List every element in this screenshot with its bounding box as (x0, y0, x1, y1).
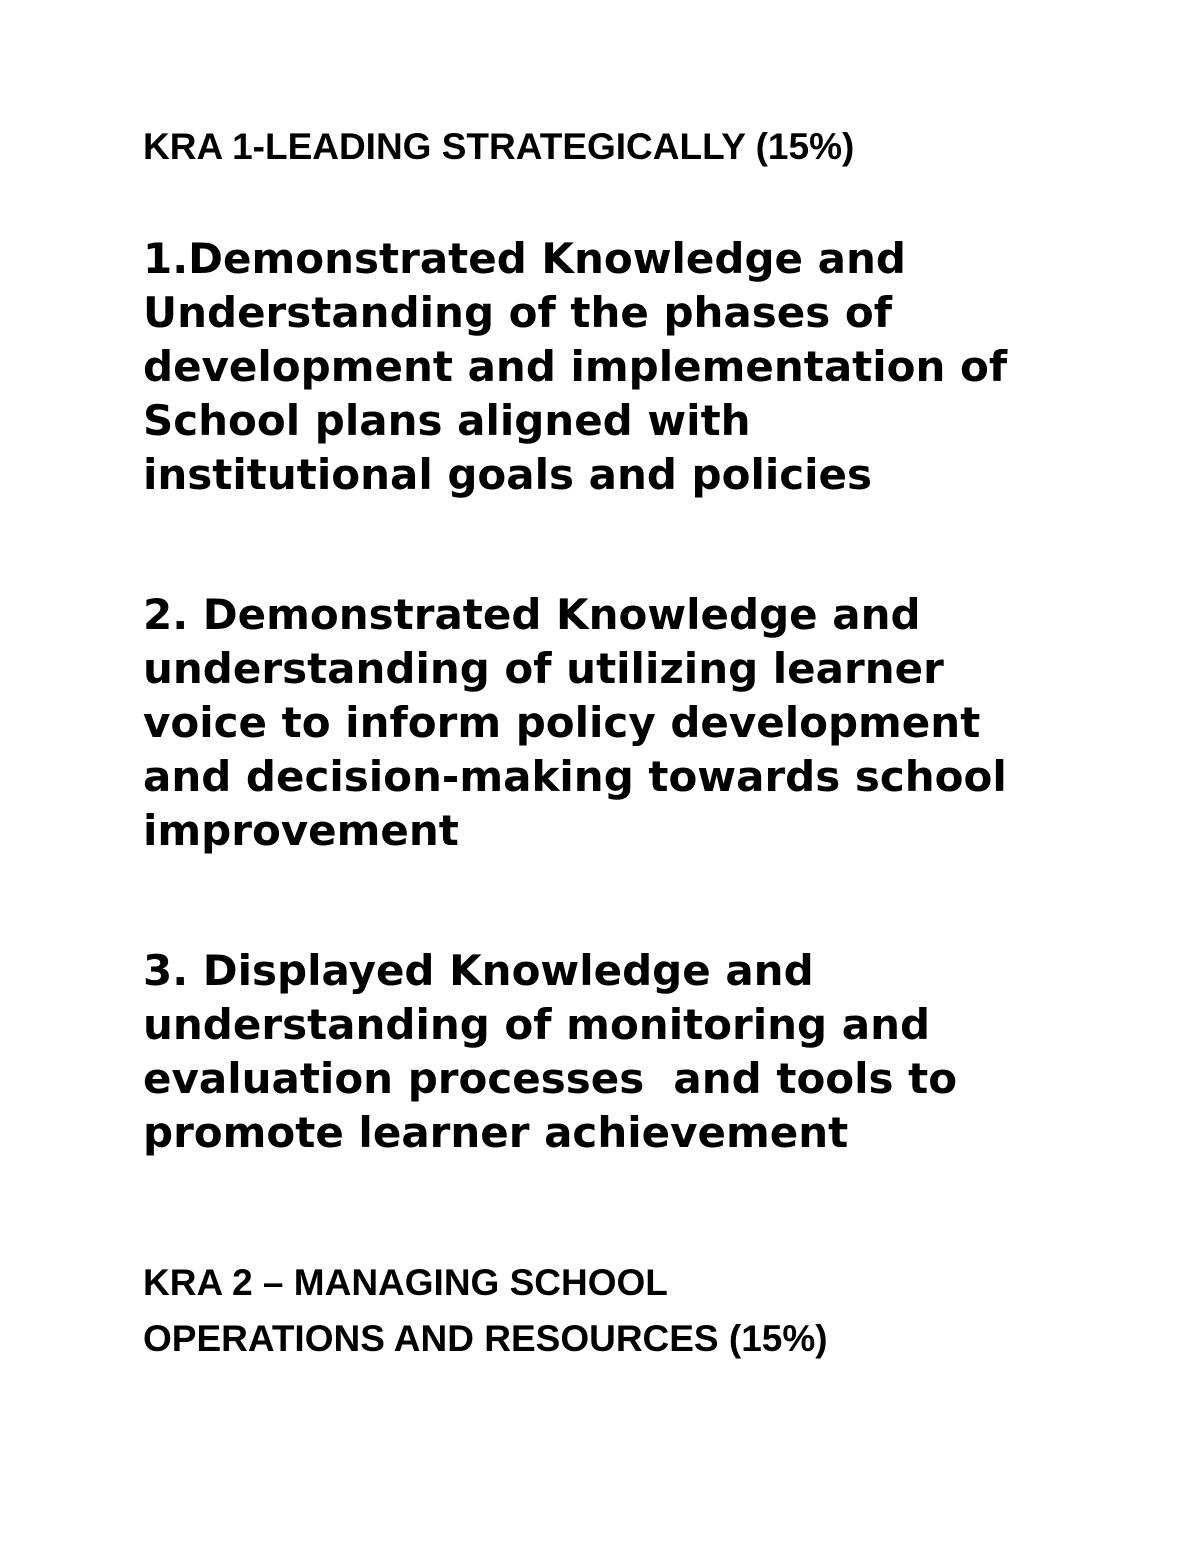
kra2-heading: KRA 2 – MANAGING SCHOOL OPERATIONS AND RESOURCES (15%) (143, 1262, 828, 1359)
kra1-item-2: 2. Demonstrated Knowledge and understanding of utilizing learner voice to inform policy development and decision-making towards school improvement (143, 590, 1007, 855)
kra1-item-3: 3. Displayed Knowledge and understanding of monitoring and evaluation processes and tools to promote learner achievement (143, 946, 958, 1157)
kra1-heading: KRA 1-LEADING STRATEGICALLY (15%) (143, 126, 855, 167)
kra1-item-1: 1.Demonstrated Knowledge and Understanding of the phases of development and implementation of School plans aligned with institutional goals and policies (143, 234, 1008, 499)
